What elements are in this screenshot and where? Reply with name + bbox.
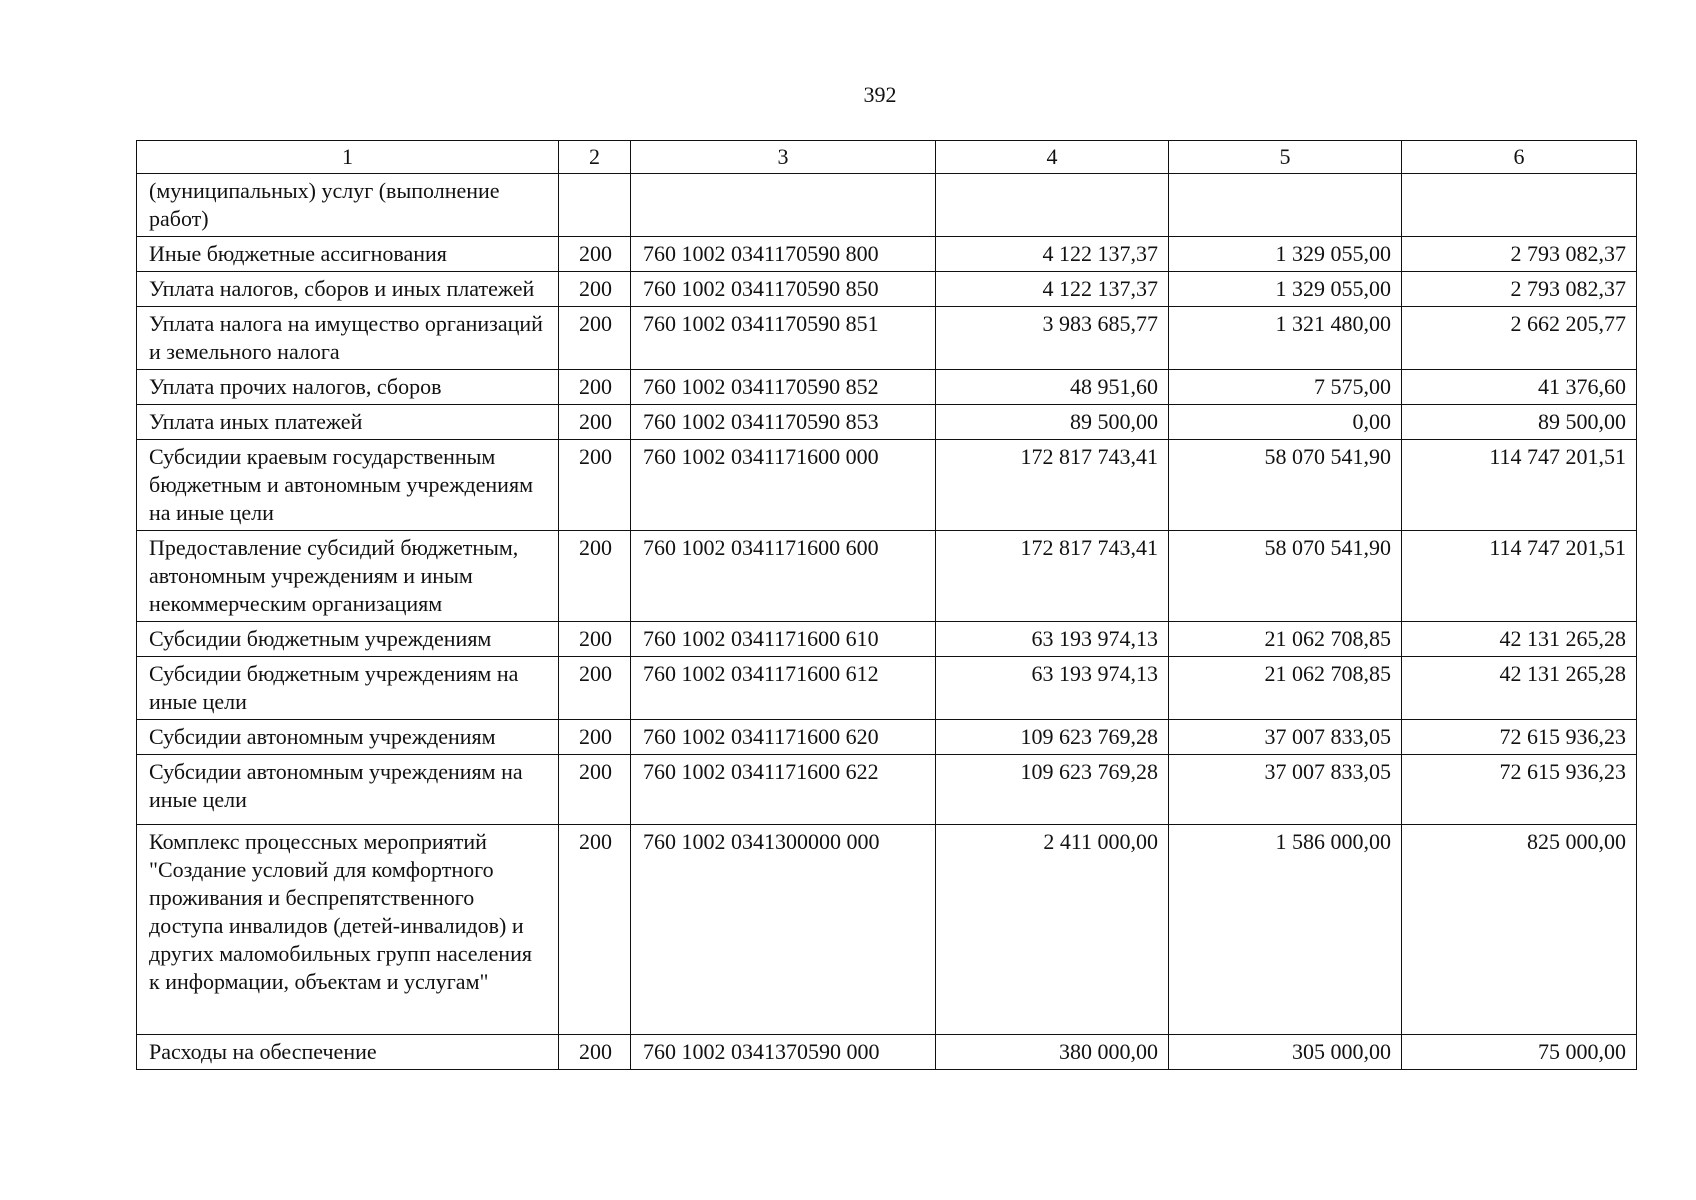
- row-code: 200: [559, 405, 631, 440]
- row-name: Уплата прочих налогов, сборов: [137, 370, 559, 405]
- row-name: Комплекс процессных мероприятий "Создание условий для комфортного проживания и беспрепятственного доступа инвалидов (детей-инвалидов) и других маломобильных групп населения к информации, объектам и услугам": [137, 825, 559, 1035]
- header-cell-2: 2: [559, 141, 631, 174]
- header-cell-5: 5: [1169, 141, 1402, 174]
- table-row: [137, 174, 1637, 237]
- row-code: 200: [559, 237, 631, 272]
- row-col6: 825 000,00: [1402, 825, 1637, 1035]
- header-cell-1: 1: [137, 141, 559, 174]
- row-col5: 58 070 541,90: [1169, 531, 1402, 622]
- header-cell-3: 3: [631, 141, 936, 174]
- row-kbk: 760 1002 0341300000 000: [631, 825, 936, 1035]
- table-row: [137, 307, 1637, 370]
- row-code: 200: [559, 755, 631, 825]
- row-col5: [1169, 174, 1402, 237]
- row-col4: 89 500,00: [936, 405, 1169, 440]
- table-row: [137, 1035, 1637, 1070]
- row-code: 200: [559, 307, 631, 370]
- row-name: Субсидии автономным учреждениям на иные цели: [137, 755, 559, 825]
- row-col4: 4 122 137,37: [936, 237, 1169, 272]
- row-kbk: [631, 174, 936, 237]
- row-code: 200: [559, 1035, 631, 1070]
- row-name: Расходы на обеспечение: [137, 1035, 559, 1070]
- row-kbk: 760 1002 0341171600 610: [631, 622, 936, 657]
- row-col5: 0,00: [1169, 405, 1402, 440]
- row-code: 200: [559, 440, 631, 531]
- row-name: Предоставление субсидий бюджетным, автономным учреждениям и иным некоммерческим организациям: [137, 531, 559, 622]
- row-name: Иные бюджетные ассигнования: [137, 237, 559, 272]
- table-row: [137, 531, 1637, 622]
- row-kbk: 760 1002 0341170590 850: [631, 272, 936, 307]
- row-col5: 58 070 541,90: [1169, 440, 1402, 531]
- table-row: [137, 272, 1637, 307]
- row-col6: 72 615 936,23: [1402, 720, 1637, 755]
- row-col5: 7 575,00: [1169, 370, 1402, 405]
- row-code: 200: [559, 370, 631, 405]
- row-col6: 75 000,00: [1402, 1035, 1637, 1070]
- row-col6: [1402, 174, 1637, 237]
- header-cell-6: 6: [1402, 141, 1637, 174]
- row-col4: 172 817 743,41: [936, 440, 1169, 531]
- row-kbk: 760 1002 0341170590 853: [631, 405, 936, 440]
- table-row: [137, 370, 1637, 405]
- header-cell-4: 4: [936, 141, 1169, 174]
- row-col6: 2 793 082,37: [1402, 272, 1637, 307]
- row-name: (муниципальных) услуг (выполнение работ): [137, 174, 559, 237]
- row-col6: 114 747 201,51: [1402, 440, 1637, 531]
- row-kbk: 760 1002 0341171600 600: [631, 531, 936, 622]
- table-body: [137, 174, 1637, 1070]
- budget-table: [136, 140, 1637, 1070]
- row-col5: 1 586 000,00: [1169, 825, 1402, 1035]
- table-header: [137, 141, 1637, 174]
- row-col6: 72 615 936,23: [1402, 755, 1637, 825]
- row-col6: 2 793 082,37: [1402, 237, 1637, 272]
- table-row: [137, 825, 1637, 1035]
- row-kbk: 760 1002 0341170590 852: [631, 370, 936, 405]
- row-name: Субсидии автономным учреждениям: [137, 720, 559, 755]
- header-row: [137, 141, 1637, 174]
- row-col5: 1 329 055,00: [1169, 272, 1402, 307]
- row-col6: 89 500,00: [1402, 405, 1637, 440]
- row-code: [559, 174, 631, 237]
- row-col4: 63 193 974,13: [936, 657, 1169, 720]
- row-col4: 4 122 137,37: [936, 272, 1169, 307]
- row-col4: 63 193 974,13: [936, 622, 1169, 657]
- row-col5: 305 000,00: [1169, 1035, 1402, 1070]
- table-row: [137, 237, 1637, 272]
- table-row: [137, 622, 1637, 657]
- row-code: 200: [559, 531, 631, 622]
- row-name: Субсидии бюджетным учреждениям на иные цели: [137, 657, 559, 720]
- table-row: [137, 720, 1637, 755]
- page-number: 392: [863, 82, 897, 107]
- row-name: Уплата налога на имущество организаций и земельного налога: [137, 307, 559, 370]
- row-col4: 380 000,00: [936, 1035, 1169, 1070]
- row-code: 200: [559, 272, 631, 307]
- row-name: Уплата налогов, сборов и иных платежей: [137, 272, 559, 307]
- row-col4: 2 411 000,00: [936, 825, 1169, 1035]
- row-col4: 109 623 769,28: [936, 720, 1169, 755]
- row-code: 200: [559, 622, 631, 657]
- row-kbk: 760 1002 0341171600 622: [631, 755, 936, 825]
- row-col6: 114 747 201,51: [1402, 531, 1637, 622]
- row-col5: 21 062 708,85: [1169, 622, 1402, 657]
- row-col4: 48 951,60: [936, 370, 1169, 405]
- row-kbk: 760 1002 0341170590 800: [631, 237, 936, 272]
- row-col5: 37 007 833,05: [1169, 755, 1402, 825]
- row-kbk: 760 1002 0341171600 612: [631, 657, 936, 720]
- row-col6: 42 131 265,28: [1402, 622, 1637, 657]
- row-col4: 109 623 769,28: [936, 755, 1169, 825]
- row-kbk: 760 1002 0341170590 851: [631, 307, 936, 370]
- row-col6: 2 662 205,77: [1402, 307, 1637, 370]
- row-code: 200: [559, 720, 631, 755]
- row-col4: 3 983 685,77: [936, 307, 1169, 370]
- row-kbk: 760 1002 0341171600 000: [631, 440, 936, 531]
- row-col4: 172 817 743,41: [936, 531, 1169, 622]
- table-row: [137, 657, 1637, 720]
- row-col5: 1 329 055,00: [1169, 237, 1402, 272]
- table-row: [137, 440, 1637, 531]
- row-col5: 1 321 480,00: [1169, 307, 1402, 370]
- row-name: Уплата иных платежей: [137, 405, 559, 440]
- row-kbk: 760 1002 0341370590 000: [631, 1035, 936, 1070]
- row-col6: 41 376,60: [1402, 370, 1637, 405]
- row-kbk: 760 1002 0341171600 620: [631, 720, 936, 755]
- row-col4: [936, 174, 1169, 237]
- table-row: [137, 405, 1637, 440]
- row-col5: 37 007 833,05: [1169, 720, 1402, 755]
- row-name: Субсидии краевым государственным бюджетным и автономным учреждениям на иные цели: [137, 440, 559, 531]
- row-code: 200: [559, 657, 631, 720]
- table-row: [137, 755, 1637, 825]
- row-col5: 21 062 708,85: [1169, 657, 1402, 720]
- row-name: Субсидии бюджетным учреждениям: [137, 622, 559, 657]
- row-col6: 42 131 265,28: [1402, 657, 1637, 720]
- row-code: 200: [559, 825, 631, 1035]
